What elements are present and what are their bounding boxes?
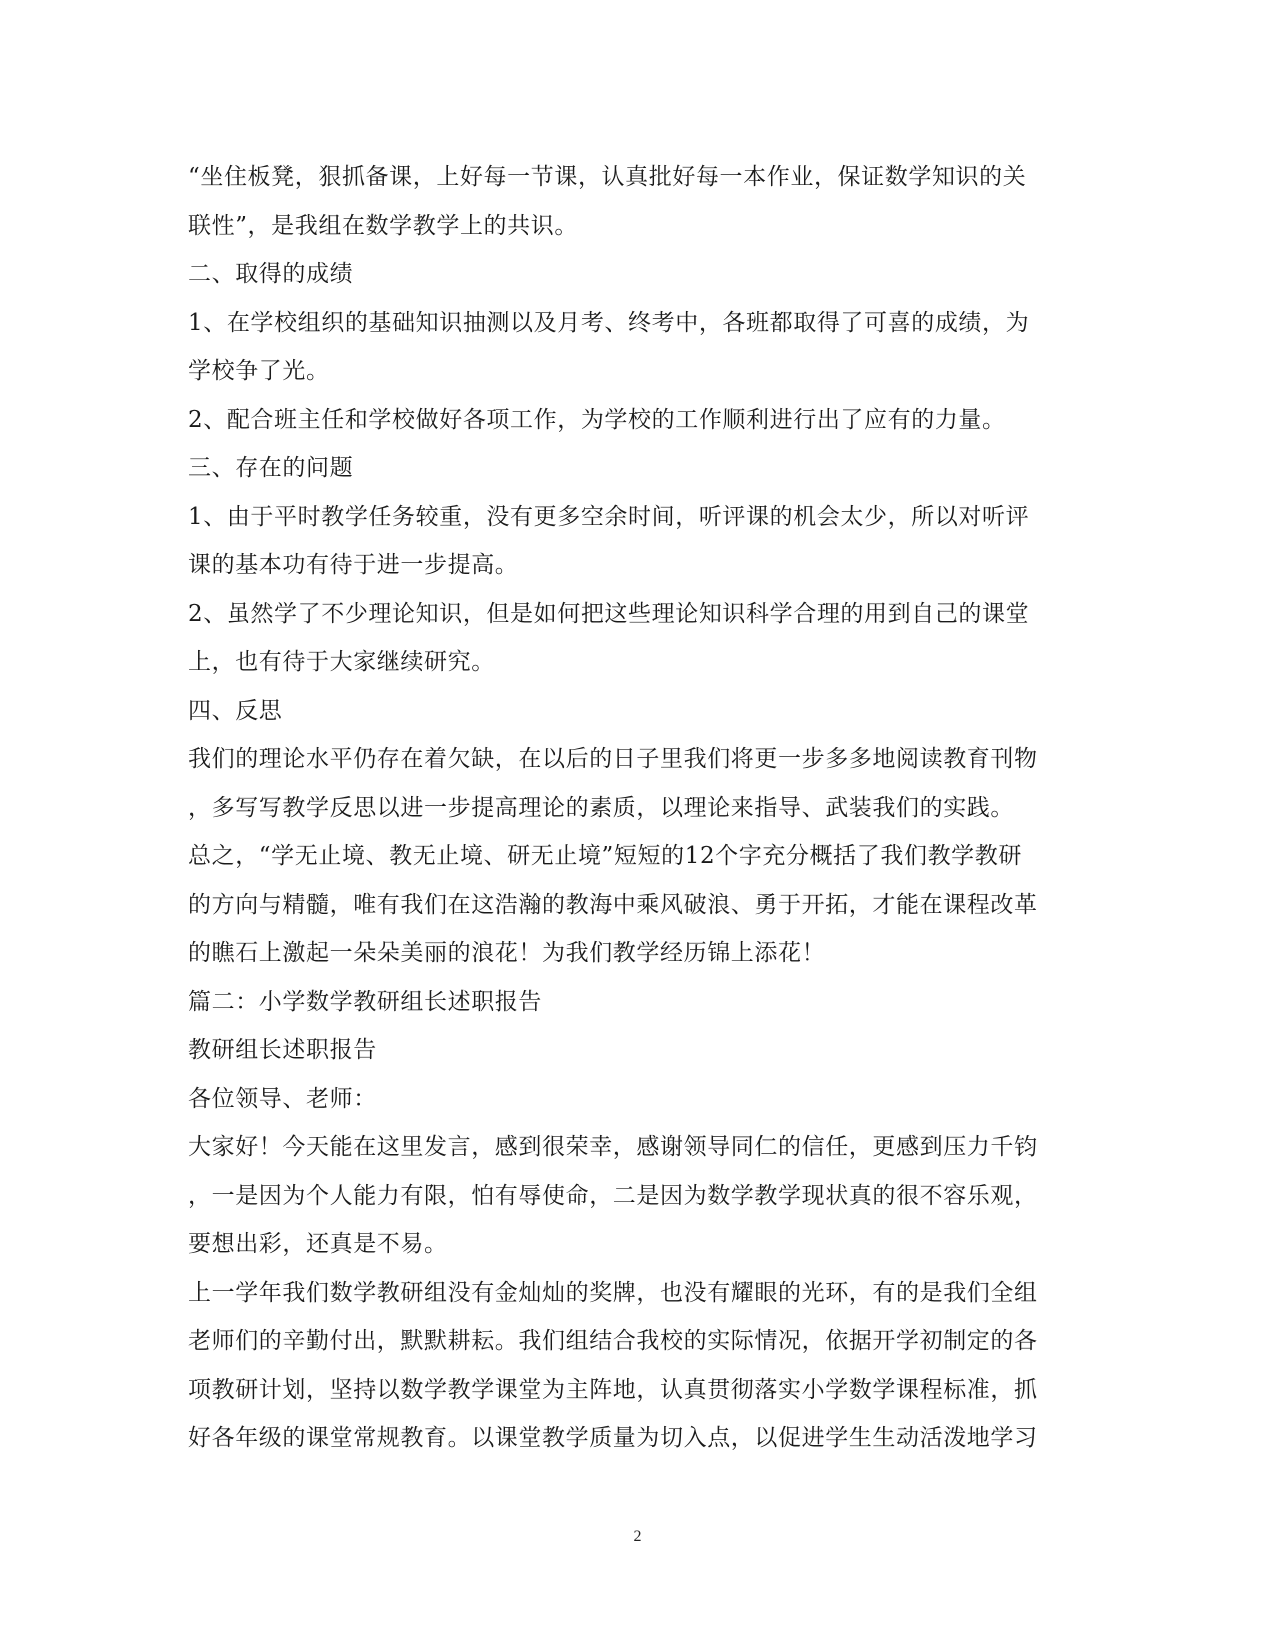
- section-heading: 二、取得的成绩: [188, 261, 354, 287]
- page-number: 2: [633, 1528, 642, 1545]
- document-title: 教研组长述职报告: [188, 1037, 377, 1063]
- text-line: 我们的理论水平仍存在着欠缺，在以后的日子里我们将更一步多多地阅读教育刊物: [188, 746, 1038, 772]
- text-line: “坐住板凳，狠抓备课，上好每一节课，认真批好每一本作业，保证数学知识的关: [188, 164, 1027, 190]
- section-heading: 三、存在的问题: [188, 455, 354, 481]
- text-line: ，一是因为个人能力有限，怕有辱使命，二是因为数学教学现状真的很不容乐观，: [188, 1182, 1038, 1209]
- text-line: 大家好！今天能在这里发言，感到很荣幸，感谢领导同仁的信任，更感到压力千钧: [188, 1134, 1038, 1160]
- text-line: 老师们的辛勤付出，默默耕耘。我们组结合我校的实际情况，依据开学初制定的各: [188, 1328, 1038, 1354]
- text-line: 项教研计划，坚持以数学教学课堂为主阵地，认真贯彻落实小学数学课程标准，抓: [188, 1376, 1038, 1403]
- salutation: 各位领导、老师：: [188, 1085, 377, 1112]
- text-line: 联性”，是我组在数学教学上的共识。: [188, 212, 578, 239]
- text-line: 2、配合班主任和学校做好各项工作，为学校的工作顺利进行出了应有的力量。: [188, 406, 1006, 433]
- text-line: 上，也有待于大家继续研究。: [188, 649, 495, 675]
- text-line: ，多写写教学反思以进一步提高理论的素质，以理论来指导、武装我们的实践。: [188, 794, 1014, 821]
- text-line: 要想出彩，还真是不易。: [188, 1231, 448, 1257]
- text-line: 学校争了光。: [188, 358, 330, 384]
- text-line: 2、虽然学了不少理论知识，但是如何把这些理论知识科学合理的用到自己的课堂: [188, 600, 1030, 627]
- text-line: 1、由于平时教学任务较重，没有更多空余时间，听评课的机会太少，所以对听评: [188, 503, 1030, 530]
- text-line: 好各年级的课堂常规教育。以课堂教学质量为切入点，以促进学生生动活泼地学习: [188, 1425, 1038, 1451]
- text-line: 总之，“学无止境、教无止境、研无止境”短短的12个字充分概括了我们教学教研: [188, 843, 1022, 869]
- text-line: 1、在学校组织的基础知识抽测以及月考、终考中，各班都取得了可喜的成绩，为: [188, 309, 1030, 336]
- section-heading: 四、反思: [188, 697, 283, 724]
- document-body: [188, 153, 1088, 1463]
- text-line: 上一学年我们数学教研组没有金灿灿的奖牌，也没有耀眼的光环，有的是我们全组: [188, 1279, 1038, 1306]
- text-line: 的瞧石上激起一朵朵美丽的浪花！为我们教学经历锦上添花！: [188, 940, 826, 966]
- section-heading: 篇二：小学数学教研组长述职报告: [188, 988, 542, 1015]
- text-line: 课的基本功有待于进一步提高。: [188, 552, 519, 578]
- text-line: 的方向与精髓，唯有我们在这浩瀚的教海中乘风破浪、勇于开拓，才能在课程改革: [188, 891, 1038, 918]
